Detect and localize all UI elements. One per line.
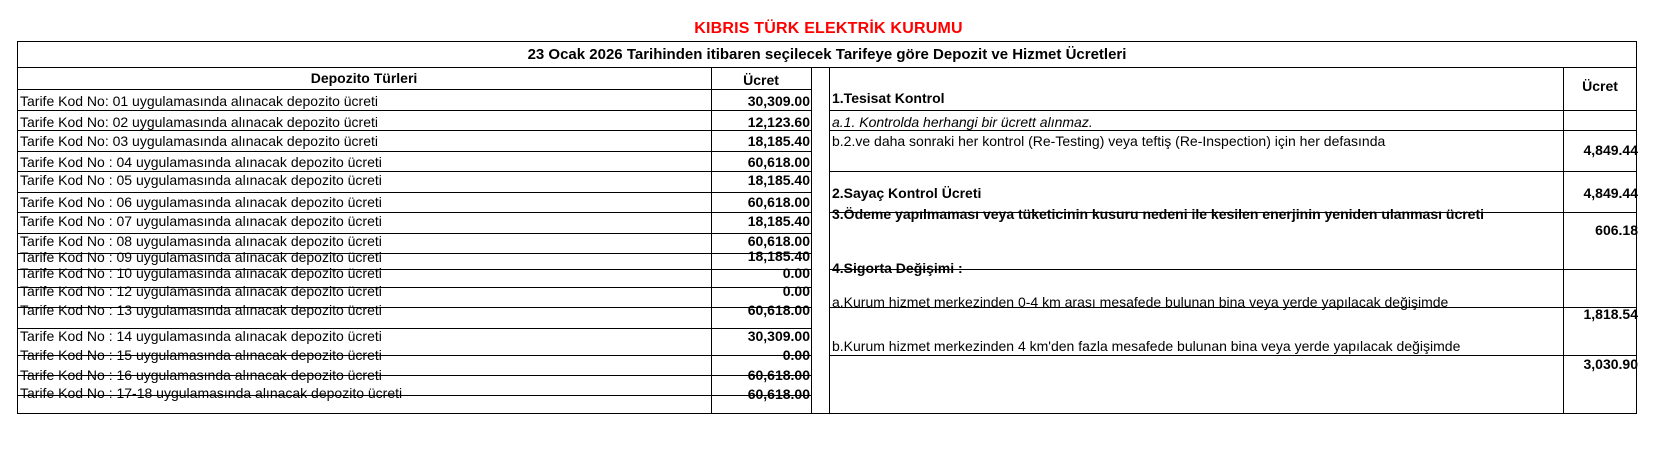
divider bbox=[829, 68, 830, 414]
deposit-row-label: Tarife Kod No: 01 uygulamasında alınacak depozito ücreti bbox=[20, 93, 378, 109]
deposit-row-label: Tarife Kod No : 04 uygulamasında alınacak depozito ücreti bbox=[20, 154, 382, 170]
meter-control-fee: 4,849.44 bbox=[1583, 185, 1638, 201]
deposit-row-label: Tarife Kod No : 08 uygulamasında alınacak depozito ücreti bbox=[20, 233, 382, 249]
deposit-row-value: 60,618.00 bbox=[747, 367, 810, 383]
section-installation-control: 1.Tesisat Kontrol bbox=[832, 90, 945, 106]
section-meter-control: 2.Sayaç Kontrol Ücreti bbox=[832, 185, 982, 201]
row-divider bbox=[17, 89, 812, 90]
deposit-row-label: Tarife Kod No : 12 uygulamasında alınacak depozito ücreti bbox=[20, 283, 382, 299]
deposit-types-header: Depozito Türleri bbox=[310, 70, 418, 86]
installation-recheck-fee: 4,849.44 bbox=[1583, 142, 1638, 158]
deposit-row-value: 12,123.60 bbox=[747, 114, 810, 130]
row-divider bbox=[829, 130, 1637, 131]
row-divider bbox=[829, 171, 1637, 172]
deposit-row-label: Tarife Kod No: 02 uygulamasında alınacak depozito ücreti bbox=[20, 114, 378, 130]
deposit-row-value: 18,185.40 bbox=[747, 213, 810, 229]
organization-title: KIBRIS TÜRK ELEKTRİK KURUMU bbox=[694, 20, 963, 37]
installation-first-check: a.1. Kontrolda herhangi bir ücrett alınmaz. bbox=[832, 114, 1093, 130]
row-divider bbox=[829, 355, 1637, 356]
deposit-row-label: Tarife Kod No : 15 uygulamasında alınacak depozito ücreti bbox=[20, 347, 382, 363]
row-divider bbox=[17, 130, 812, 131]
section-fuse-change: 4.Sigorta Değişimi : bbox=[832, 260, 963, 276]
table-title: 23 Ocak 2026 Tarihinden itibaren seçilecek Tarifeye göre Depozit ve Hizmet Ücretleri bbox=[17, 41, 1637, 68]
deposit-row-label: Tarife Kod No : 10 uygulamasında alınacak depozito ücreti bbox=[20, 265, 382, 281]
deposit-row-label: Tarife Kod No : 07 uygulamasında alınacak depozito ücreti bbox=[20, 213, 382, 229]
deposit-row-value: 0.00 bbox=[782, 283, 810, 299]
reconnection-fee: 606.18 bbox=[1595, 222, 1638, 238]
deposit-row-value: 60,618.00 bbox=[747, 194, 810, 210]
divider bbox=[811, 68, 812, 414]
deposit-row-label: Tarife Kod No : 17-18 uygulamasında alınacak depozito ücreti bbox=[20, 385, 403, 401]
row-divider bbox=[829, 110, 1637, 111]
fuse-change-near-fee: 1,818.54 bbox=[1583, 306, 1638, 322]
divider bbox=[711, 68, 712, 414]
fuse-change-far: b.Kurum hizmet merkezinden 4 km'den fazla mesafede bulunan bina veya yerde yapılacak değişimde bbox=[832, 338, 1461, 354]
fuse-change-near: a.Kurum hizmet merkezinden 0-4 km arası mesafede bulunan bina veya yerde yapılacak değişimde bbox=[832, 294, 1449, 310]
deposit-row-value: 60,618.00 bbox=[747, 233, 810, 249]
deposit-row-label: Tarife Kod No: 03 uygulamasında alınacak depozito ücreti bbox=[20, 133, 378, 149]
deposit-row-label: Tarife Kod No : 05 uygulamasında alınacak depozito ücreti bbox=[20, 172, 382, 188]
deposit-row-value: 60,618.00 bbox=[747, 302, 810, 318]
deposit-row-label: Tarife Kod No : 06 uygulamasında alınacak depozito ücreti bbox=[20, 194, 382, 210]
deposit-row-value: 0.00 bbox=[782, 347, 810, 363]
row-divider bbox=[17, 192, 812, 193]
deposit-row-label: Tarife Kod No : 09 uygulamasında alınacak depozito ücreti bbox=[20, 249, 382, 265]
deposit-row-label: Tarife Kod No : 14 uygulamasında alınacak depozito ücreti bbox=[20, 328, 382, 344]
deposit-row-value: 30,309.00 bbox=[747, 328, 810, 344]
section-reconnection: 3.Ödeme yapılmaması veya tüketicinin kusuru nedeni ile kesilen enerjinin yeniden ulanması ücreti bbox=[832, 206, 1485, 222]
deposit-row-value: 60,618.00 bbox=[747, 386, 810, 402]
deposit-row-value: 30,309.00 bbox=[747, 93, 810, 109]
service-fee-header: Ücret bbox=[1582, 78, 1618, 94]
row-divider bbox=[17, 151, 812, 152]
deposit-row-value: 18,185.40 bbox=[747, 248, 810, 264]
divider bbox=[1563, 68, 1564, 414]
deposit-row-label: Tarife Kod No : 16 uygulamasında alınacak depozito ücreti bbox=[20, 367, 382, 383]
installation-recheck: b.2.ve daha sonraki her kontrol (Re-Testing) veya teftiş (Re-Inspection) için her defasında bbox=[832, 133, 1386, 149]
deposit-row-value: 18,185.40 bbox=[747, 172, 810, 188]
fuse-change-far-fee: 3,030.90 bbox=[1583, 356, 1638, 372]
deposit-fee-header: Ücret bbox=[743, 72, 779, 88]
deposit-row-value: 0.00 bbox=[782, 265, 810, 281]
deposit-row-label: Tarife Kod No : 13 uygulamasında alınacak depozito ücreti bbox=[20, 302, 382, 318]
row-divider bbox=[17, 110, 812, 111]
deposit-row-value: 18,185.40 bbox=[747, 133, 810, 149]
deposit-row-value: 60,618.00 bbox=[747, 154, 810, 170]
